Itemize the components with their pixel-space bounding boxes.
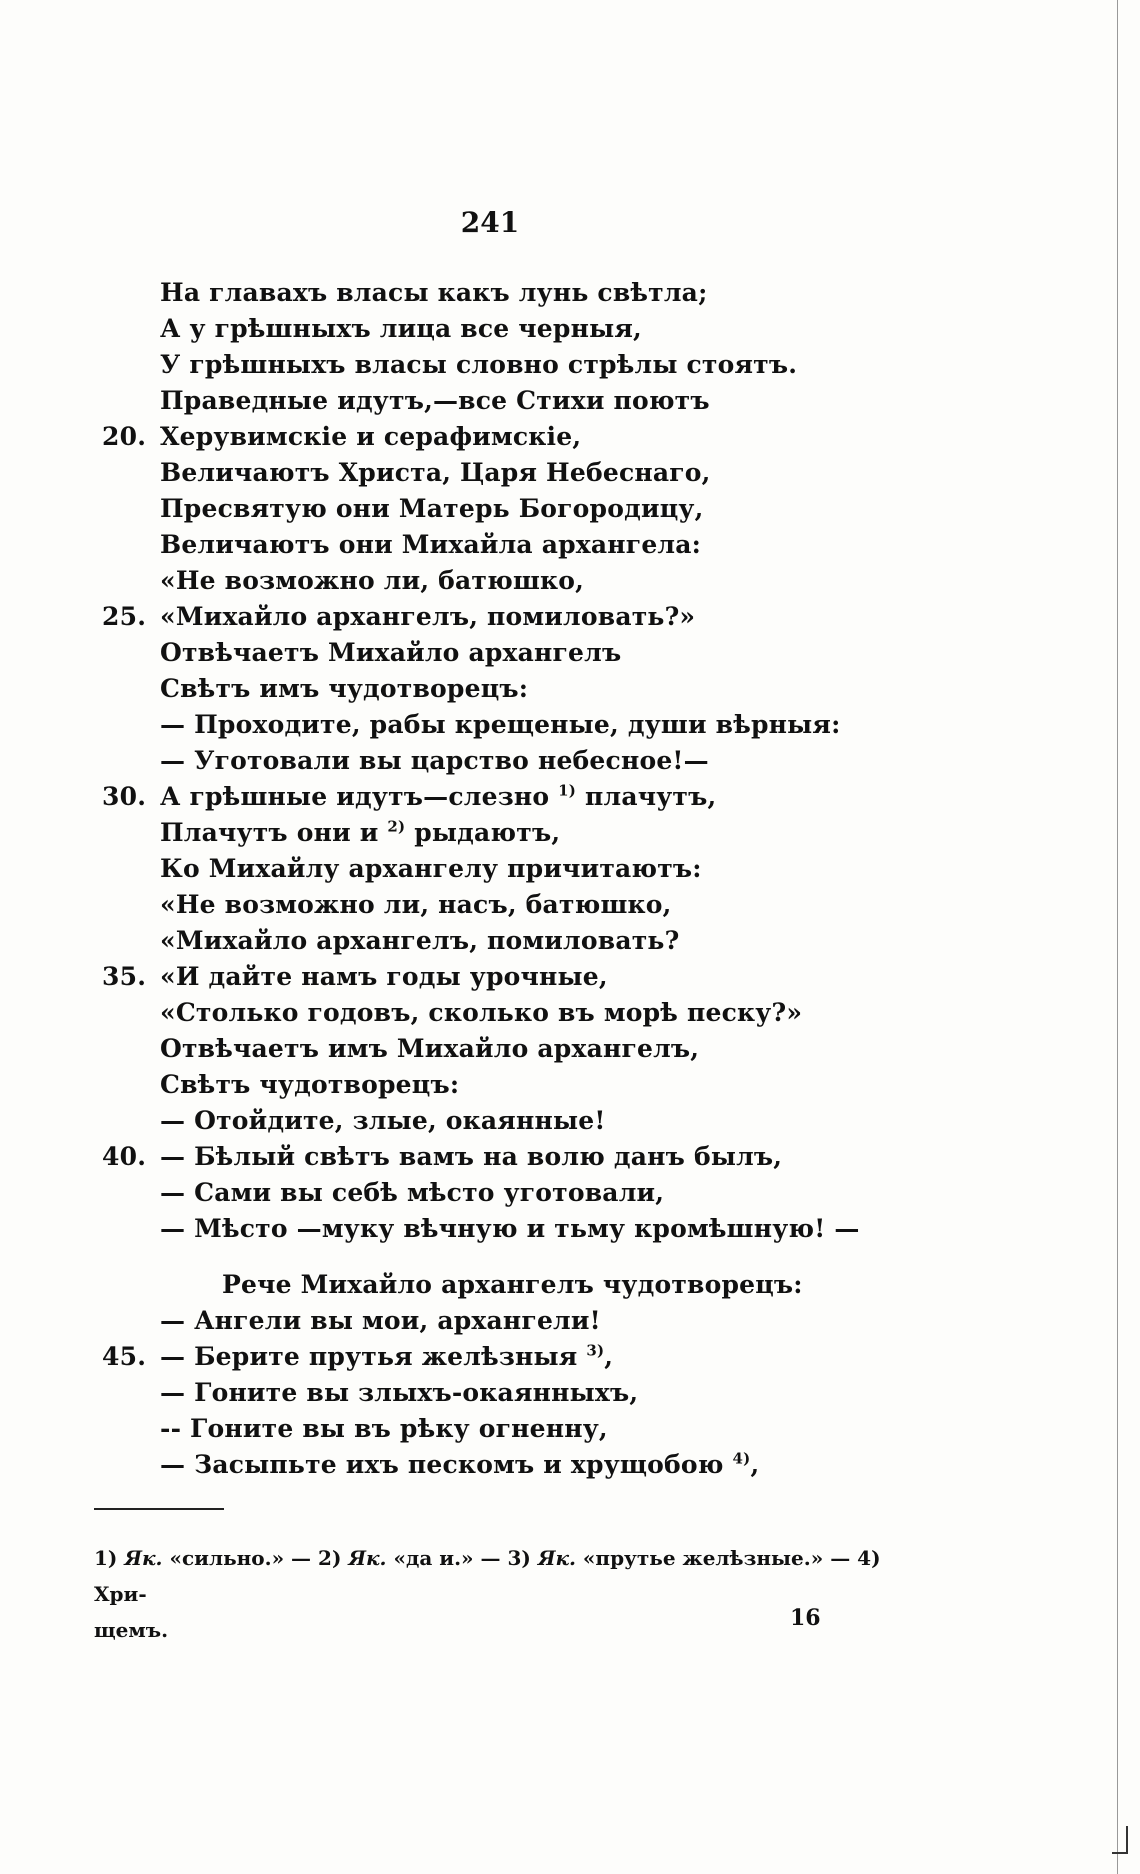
verse-text: рыдаютъ, — [405, 818, 561, 847]
verse-line — [102, 962, 608, 998]
verse-text: — Уготовали вы царство небесное!— — [160, 746, 709, 775]
footnote-source: Як. — [341, 1546, 387, 1570]
verse-text: Величаютъ Христа, Царя Небеснаго, — [160, 458, 711, 487]
footnote-ref: 3) — [586, 1341, 605, 1360]
verse-text: — Бѣлый свѣтъ вамъ на волю данъ былъ, — [160, 1142, 783, 1171]
line-number: 20. — [102, 422, 147, 451]
verse-line — [160, 530, 701, 566]
verse-line — [160, 854, 702, 890]
verse-line — [160, 638, 621, 674]
verse-text: Отвѣчаетъ имъ Михайло архангелъ, — [160, 1034, 700, 1063]
verse-text: Свѣтъ имъ чудотворецъ: — [160, 674, 529, 703]
verse-text: А у грѣшныхъ лица все черныя, — [160, 314, 642, 343]
signature-mark: 16 — [790, 1605, 821, 1631]
footnote-ref: 2) — [387, 817, 406, 836]
verse-line — [160, 890, 672, 926]
verse-text: Рече Михайло архангелъ чудотворецъ: — [222, 1270, 803, 1299]
footnote-source: Як. — [530, 1546, 576, 1570]
footnote-text: «да и.» — — [386, 1546, 508, 1570]
verse-line — [160, 1450, 759, 1486]
verse-line — [160, 710, 841, 746]
footnote-ref: 1) — [558, 781, 577, 800]
footnote-source: Як. — [117, 1546, 163, 1570]
verse-text: Праведные идутъ,—все Стихи поютъ — [160, 386, 710, 415]
verse-line — [160, 1378, 638, 1414]
verse-text: Плачутъ они и — [160, 818, 388, 847]
line-number: 45. — [102, 1342, 147, 1371]
footnote-text: Хри- — [94, 1582, 147, 1606]
verse-text: Херувимскіе и серафимскіе, — [160, 422, 582, 451]
verse-text: — Проходите, рабы крещеные, души вѣрныя: — [160, 710, 841, 739]
verse-text: — Гоните вы злыхъ-окаянныхъ, — [160, 1378, 639, 1407]
verse-text: На главахъ власы какъ лунь свѣтла; — [160, 278, 708, 307]
verse-line — [160, 1106, 606, 1142]
verse-text: «Михайло архангелъ, помиловать? — [160, 926, 680, 955]
footnote-line-2: щемъ. — [94, 1618, 169, 1642]
verse-text: «Не возможно ли, насъ, батюшко, — [160, 890, 672, 919]
verse-text: — Отойдите, злые, окаянные! — [160, 1106, 606, 1135]
line-number: 25. — [102, 602, 147, 631]
verse-line — [160, 674, 528, 710]
verse-line — [160, 566, 584, 602]
footnote-line-1 — [94, 1540, 894, 1612]
verse-line — [160, 458, 711, 494]
verse-text: «Столько годовъ, сколько въ морѣ песку?» — [160, 998, 803, 1027]
verse-text: «И дайте намъ годы урочные, — [160, 962, 608, 991]
verse-text: — Ангели вы мои, архангели! — [160, 1306, 601, 1335]
verse-line — [160, 1178, 664, 1214]
verse-line — [222, 1270, 803, 1306]
verse-line — [160, 1414, 608, 1450]
verse-text: У грѣшныхъ власы словно стрѣлы стоятъ. — [160, 350, 798, 379]
verse-text: «Михайло архангелъ, помиловать?» — [160, 602, 696, 631]
verse-text: плачутъ, — [576, 782, 717, 811]
verse-line — [160, 926, 679, 962]
verse-text: — Мѣсто —муку вѣчную и тьму кромѣшную! — — [160, 1214, 860, 1243]
verse-line — [160, 386, 710, 422]
verse-line — [160, 818, 560, 854]
verse-line — [102, 1142, 783, 1178]
verse-text: Свѣтъ чудотворецъ: — [160, 1070, 460, 1099]
verse-text: Пресвятую они Матерь Богородицу, — [160, 494, 704, 523]
verse-line — [160, 1034, 699, 1070]
verse-line — [160, 350, 797, 386]
footnote-rule — [94, 1508, 224, 1510]
verse-line — [160, 278, 708, 314]
line-number: 30. — [102, 782, 147, 811]
verse-text: Отвѣчаетъ Михайло архангелъ — [160, 638, 622, 667]
verse-text: — Сами вы себѣ мѣсто уготовали, — [160, 1178, 665, 1207]
line-number: 35. — [102, 962, 147, 991]
verse-line — [102, 422, 582, 458]
footnote-ref: 4) — [732, 1449, 751, 1468]
footnote-text: 2) — [318, 1546, 342, 1570]
verse-text: Величаютъ они Михайла архангела: — [160, 530, 702, 559]
footnote-text: 4) — [857, 1546, 881, 1570]
scan-edge — [1117, 0, 1118, 1874]
line-number: 40. — [102, 1142, 147, 1171]
verse-line — [102, 781, 717, 818]
footnotes — [94, 1540, 894, 1648]
verse-line — [160, 1214, 860, 1250]
verse-line — [160, 746, 709, 782]
verse-text: А грѣшные идутъ—слезно — [160, 782, 559, 811]
verse-line — [160, 998, 802, 1034]
verse-text: , — [750, 1450, 760, 1479]
verse-text: -- Гоните вы въ рѣку огненну, — [160, 1414, 608, 1443]
verse-line — [160, 494, 704, 530]
verse-line — [102, 602, 696, 638]
page-number: 241 — [460, 206, 520, 239]
verse-text: Ко Михайлу архангелу причитаютъ: — [160, 854, 702, 883]
footnote-text: 1) — [94, 1546, 118, 1570]
verse-line — [102, 1341, 614, 1378]
verse-line — [160, 1070, 459, 1106]
verse-text: — Засыпьте ихъ пескомъ и хрущобою — [160, 1450, 733, 1479]
footnote-text: «сильно.» — — [162, 1546, 319, 1570]
verse-text: «Не возможно ли, батюшко, — [160, 566, 585, 595]
footnote-text: 3) — [507, 1546, 531, 1570]
verse-line — [160, 1306, 601, 1342]
footnote-text: «прутье желѣзные.» — — [575, 1546, 858, 1570]
verse-text: — Берите прутья желѣзныя — [160, 1342, 587, 1371]
verse-text: , — [604, 1342, 614, 1371]
verse-line — [160, 314, 642, 350]
corner-mark — [1112, 1826, 1128, 1854]
